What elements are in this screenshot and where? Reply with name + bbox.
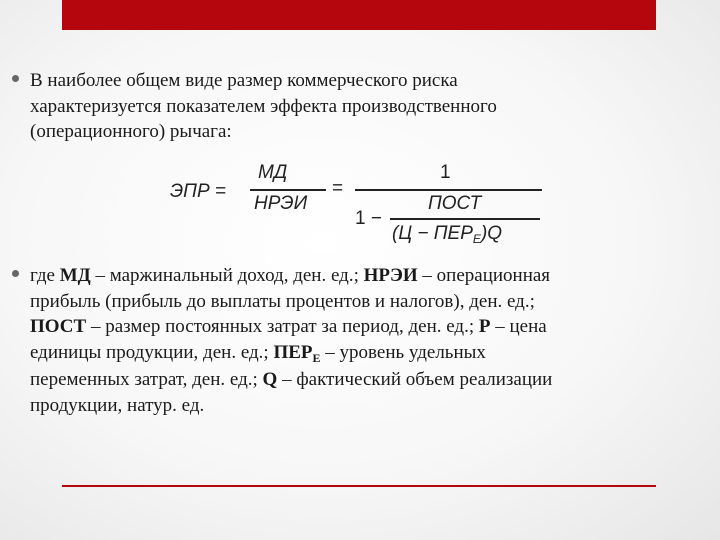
intro-text <box>30 68 702 145</box>
formula-denominator-nrei: НРЭИ <box>254 193 308 214</box>
formula-inner-denominator: $(Ц - ПЕР_Е)Q$ <box>392 223 503 246</box>
intro-line-1: В наиболее общем виде размер коммерческого риска <box>30 70 458 91</box>
definitions-line-4: единицы продукции, ден. ед.; $ПЕР_Е$ – уровень удельных <box>30 341 486 365</box>
definitions-line-1: где МД – маржинальный доход, ден. ед.; НРЭИ – операционная <box>30 265 551 286</box>
formula-lhs: ЭПР = <box>170 181 226 202</box>
bullet-dot <box>12 270 19 277</box>
bottom-accent-rule <box>62 485 656 487</box>
definitions-text <box>30 263 702 418</box>
definitions-line-2: прибыль (прибыль до выплаты процентов и налогов), ден. ед.; <box>30 290 535 312</box>
definitions-line-3: ПОСТ – размер постоянных затрат за период, ден. ед.; Р – цена <box>30 316 547 337</box>
formula-numerator-md: МД <box>258 162 288 183</box>
bullet-intro <box>12 68 702 145</box>
definitions-line-5: переменных затрат, ден. ед.; Q – фактический объем реализации <box>30 369 553 390</box>
formula-fraction-bar-2 <box>355 189 542 191</box>
bullet-definitions <box>12 263 702 418</box>
intro-line-3: (операционного) рычага: <box>30 121 232 142</box>
formula-one-minus: 1 − <box>355 208 382 229</box>
intro-line-2: характеризуется показателем эффекта производственного <box>30 95 497 117</box>
dol-formula <box>170 160 550 250</box>
top-accent-bar <box>62 0 656 30</box>
formula-fraction-bar-3 <box>390 218 540 220</box>
bullet-dot <box>12 75 19 82</box>
formula-inner-numerator-post: ПОСТ <box>428 193 482 214</box>
formula-equals: = <box>332 178 344 199</box>
formula-fraction-bar-1 <box>250 189 326 191</box>
formula-numerator-one: 1 <box>440 162 451 183</box>
definitions-line-6: продукции, натур. ед. <box>30 394 205 416</box>
